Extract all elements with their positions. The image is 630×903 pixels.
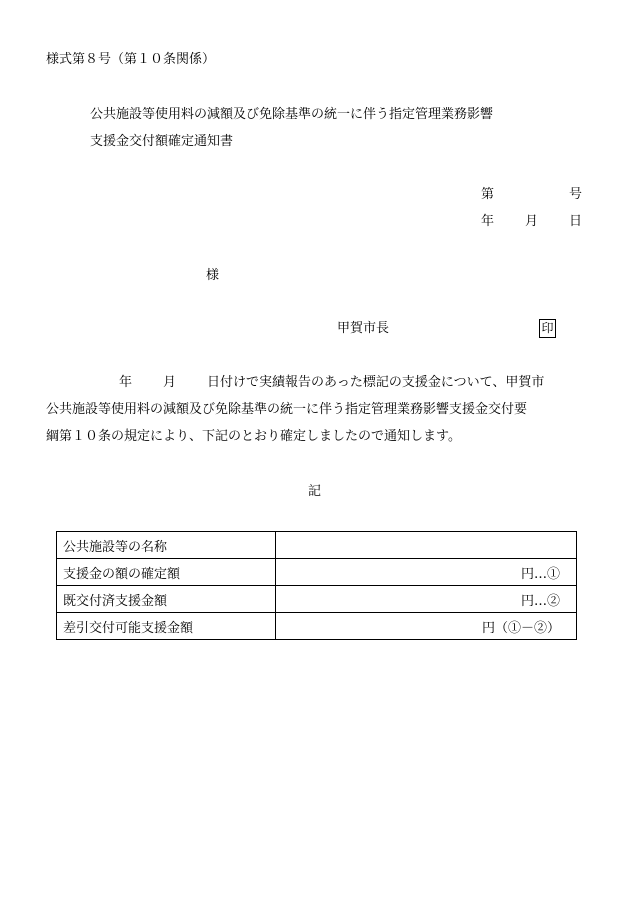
body-month-label: 月 <box>163 375 177 390</box>
facility-name-value <box>276 532 577 559</box>
detail-table <box>56 531 577 640</box>
document-number-suffix: 号 <box>569 187 583 202</box>
body-year-label: 年 <box>119 375 133 390</box>
table-row <box>57 532 577 559</box>
body-text-line1: 日付けで実績報告のあった標記の支援金について、甲賀市 <box>207 375 545 390</box>
date-month-label: 月 <box>525 214 539 229</box>
paid-amount-label: 既交付済支援金額 <box>57 586 276 613</box>
facility-name-label: 公共施設等の名称 <box>57 532 276 559</box>
paid-amount-value: 円…② <box>276 586 577 613</box>
table-row <box>57 586 577 613</box>
seal-mark: 印 <box>539 319 556 338</box>
document-title-line2: 支援金交付額確定通知書 <box>90 134 234 149</box>
table-row <box>57 613 577 640</box>
net-amount-label: 差引交付可能支援金額 <box>57 613 276 640</box>
confirmed-amount-label: 支援金の額の確定額 <box>57 559 276 586</box>
body-text-line2: 公共施設等使用料の減額及び免除基準の統一に伴う指定管理業務影響支援金交付要 <box>46 402 528 417</box>
date-year-label: 年 <box>481 214 495 229</box>
body-text-line3: 綱第１０条の規定により、下記のとおり確定しましたので通知します。 <box>46 429 461 444</box>
confirmed-amount-value: 円…① <box>276 559 577 586</box>
form-number: 様式第８号（第１０条関係） <box>46 52 216 67</box>
date-day-label: 日 <box>569 214 583 229</box>
net-amount-value: 円（①－②） <box>276 613 577 640</box>
document-number-prefix: 第 <box>481 187 495 202</box>
issuer-name: 甲賀市長 <box>337 321 390 336</box>
ki-heading: 記 <box>308 484 322 499</box>
document-title-line1: 公共施設等使用料の減額及び免除基準の統一に伴う指定管理業務影響 <box>90 107 494 122</box>
addressee-honorific: 様 <box>206 268 220 283</box>
table-row <box>57 559 577 586</box>
